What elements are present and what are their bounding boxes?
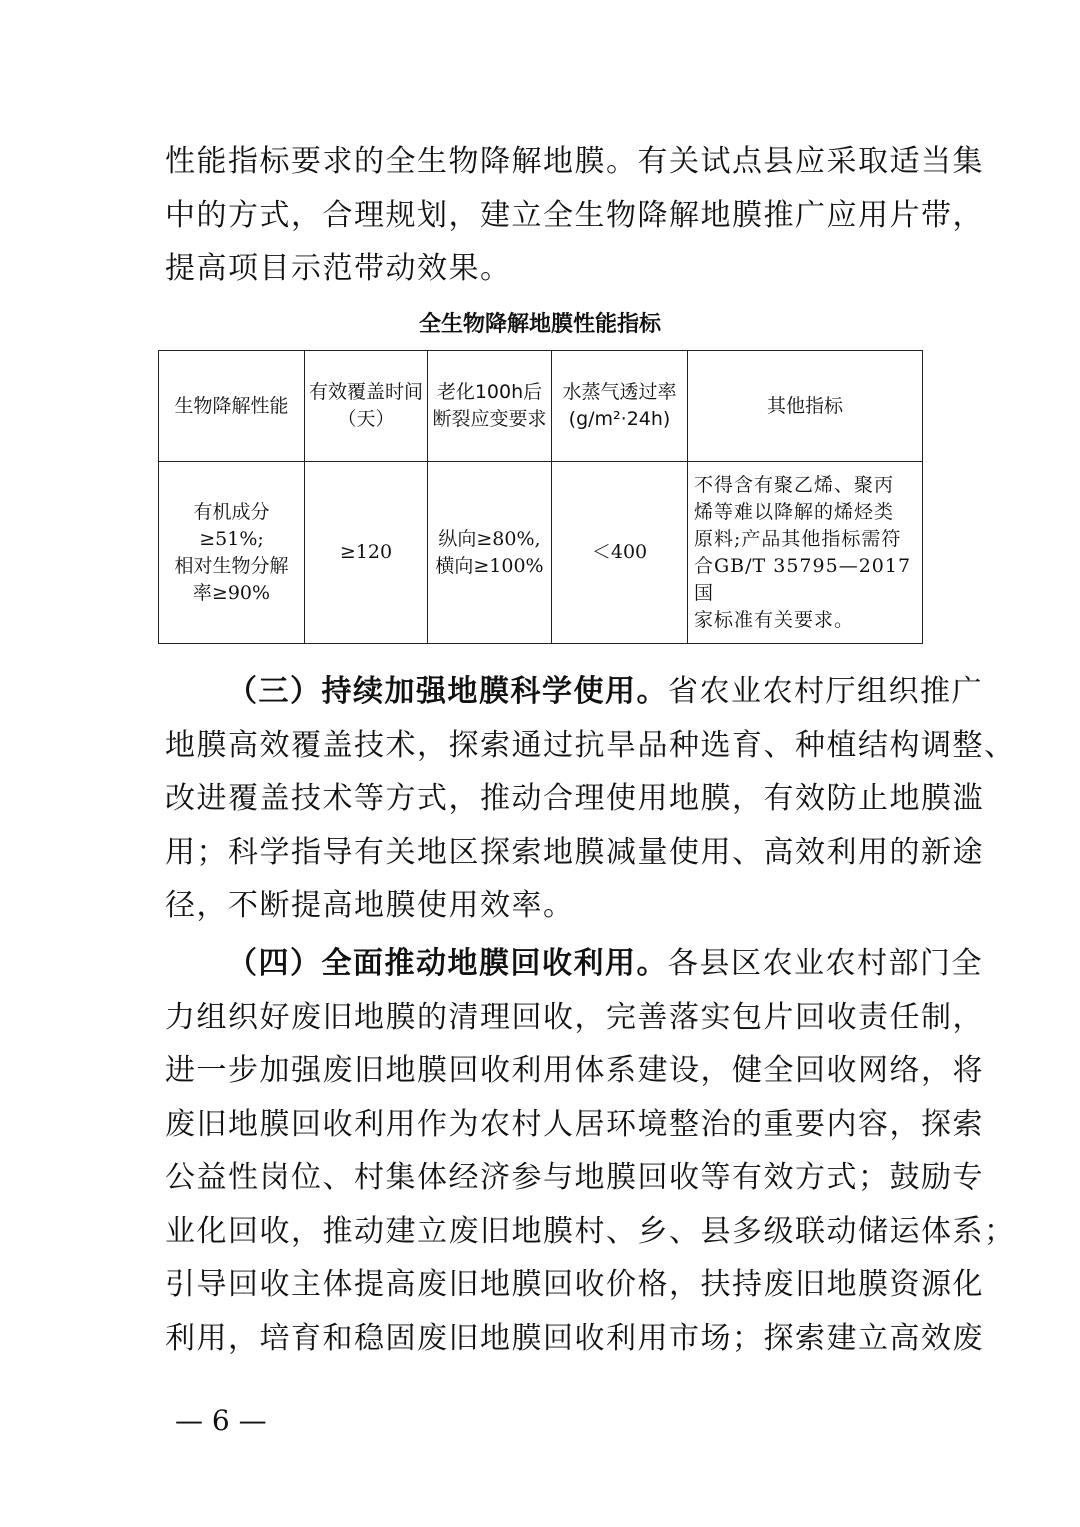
cell-line: 不得含有聚乙烯、聚丙 (694, 473, 895, 496)
column-header: 老化100h后断裂应变要求 (428, 351, 552, 462)
table-row (159, 462, 923, 644)
text-line (165, 937, 983, 991)
cell-line: 横向≥100% (435, 554, 544, 577)
cell-line: 原料;产品其他指标需符 (694, 527, 902, 550)
text-line: 提高项目示范带动效果。 (165, 251, 512, 286)
section-3-heading: （三）持续加强地膜科学使用。 (227, 674, 668, 709)
text-line: 业化回收，推动建立废旧地膜村、乡、县多级联动储运体系； (165, 1213, 1016, 1249)
text-line: 引导回收主体提高废旧地膜回收价格，扶持废旧地膜资源化 (165, 1267, 984, 1302)
text-line: 进一步加强废旧地膜回收利用体系建设，健全回收网络，将 (165, 1053, 984, 1088)
section-4-heading: （四）全面推动地膜回收利用。 (227, 946, 668, 981)
column-header: 水蒸气透过率(g/m²·24h) (552, 351, 688, 462)
text-line (165, 665, 983, 719)
text-line: 中的方式，合理规划，建立全生物降解地膜推广应用片带， (165, 197, 984, 233)
performance-table (158, 350, 923, 644)
vapor-rate-cell: ＜400 (552, 462, 688, 644)
cell-line: 纵向≥80%, (438, 527, 541, 550)
text-line: 废旧地膜回收利用作为农村人居环境整治的重要内容，探索 (165, 1106, 984, 1142)
table-title: 全生物降解地膜性能指标 (418, 312, 661, 337)
text-line: 力组织好废旧地膜的清理回收，完善落实包片回收责任制， (165, 999, 984, 1035)
column-header: 生物降解性能 (159, 351, 305, 462)
page-number: — 6 — (175, 1404, 267, 1437)
section-3-paragraph (165, 665, 1016, 933)
intro-paragraph (165, 135, 984, 296)
cell-line: 烯等难以降解的烯烃类 (694, 500, 895, 523)
section-3-text: 省农业农村厅组织推广 (668, 674, 983, 709)
cell-line: 率≥90% (192, 581, 271, 604)
cell-line: 有机成分 (193, 500, 270, 523)
table-header-row (159, 351, 923, 462)
cell-line: ≥51%; (199, 527, 264, 550)
cell-line: 相对生物分解 (174, 554, 289, 577)
column-header: 有效覆盖时间（天） (305, 351, 428, 462)
column-header: 其他指标 (688, 351, 923, 462)
section-4-text: 各县区农业农村部门全 (668, 946, 983, 981)
section-4-paragraph (165, 937, 1016, 1365)
cell-line: 家标准有关要求。 (694, 608, 855, 631)
biodegradation-cell (159, 462, 305, 644)
other-indicators-cell (688, 462, 923, 644)
text-line: 用；科学指导有关地区探索地膜减量使用、高效利用的新途 (165, 834, 984, 870)
text-line: 地膜高效覆盖技术，探索通过抗旱品种选育、种植结构调整、 (165, 727, 1016, 763)
text-line: 性能指标要求的全生物降解地膜。有关试点县应采取适当集 (165, 144, 984, 179)
text-line: 径，不断提高地膜使用效率。 (165, 888, 575, 923)
strain-cell (428, 462, 552, 644)
text-line: 改进覆盖技术等方式，推动合理使用地膜，有效防止地膜滥 (165, 781, 984, 816)
text-line: 利用，培育和稳固废旧地膜回收利用市场；探索建立高效废 (165, 1320, 984, 1356)
coverage-days-cell: ≥120 (305, 462, 428, 644)
text-line: 公益性岗位、村集体经济参与地膜回收等有效方式；鼓励专 (165, 1160, 984, 1195)
cell-line: 合GB/T 35795—2017国 (694, 554, 912, 604)
